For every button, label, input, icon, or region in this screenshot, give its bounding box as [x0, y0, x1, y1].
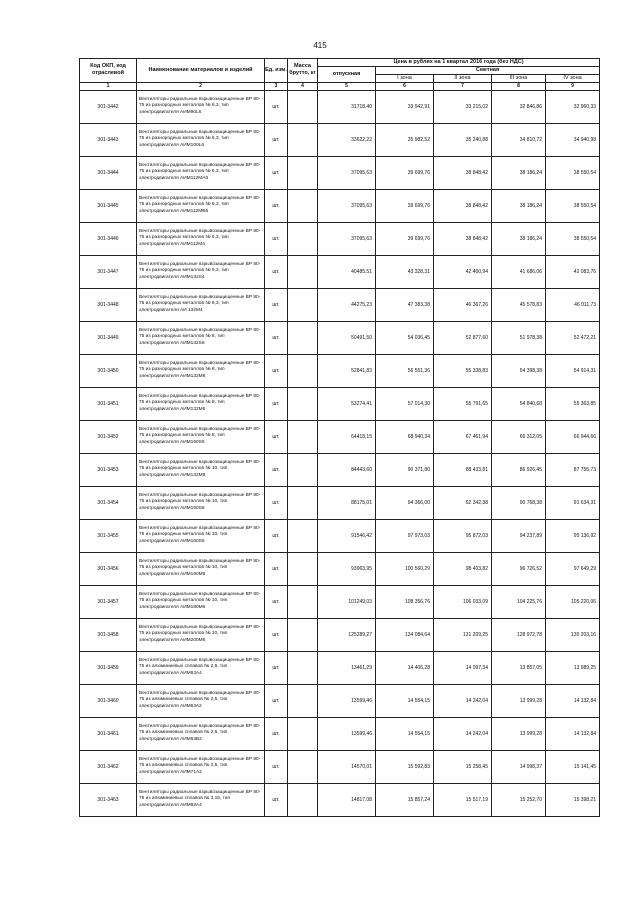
cell-zone-1-price: 100 560,29 [376, 552, 434, 585]
cell-zone-1-price: 15 592,83 [376, 750, 434, 783]
cell-zone-4-price: 32 960,33 [546, 90, 600, 123]
cell-zone-2-price: 67 461,94 [434, 420, 492, 453]
column-number: 7 [434, 82, 492, 90]
cell-zone-2-price: 46 367,26 [434, 288, 492, 321]
cell-zone-3-price: 38 186,24 [492, 189, 546, 222]
cell-name: Вентиляторы радиальные взрывозащищенные ВР 80-75 из разнородных металлов № 10, тип электродвигателя АИМ200М6 [137, 618, 265, 651]
cell-code: 301-3442 [80, 90, 137, 123]
cell-zone-4-price: 38 550,54 [546, 189, 600, 222]
header-selling: отпускная [318, 66, 376, 82]
cell-zone-2-price: 42 400,94 [434, 255, 492, 288]
cell-name: Вентиляторы радиальные взрывозащищенные ВР 80-75 из разнородных металлов № 6,3, тип электродвигателя АИМ132S4 [137, 255, 265, 288]
cell-zone-1-price: 14 406,28 [376, 651, 434, 684]
cell-zone-4-price: 87 755,73 [546, 453, 600, 486]
cell-code: 301-3462 [80, 750, 137, 783]
cell-zone-2-price: 14 242,04 [434, 717, 492, 750]
cell-unit: шт. [265, 189, 288, 222]
cell-mass [288, 222, 318, 255]
cell-zone-3-price: 15 252,70 [492, 783, 546, 816]
cell-mass [288, 783, 318, 816]
table-row [80, 750, 600, 783]
cell-unit: шт. [265, 288, 288, 321]
header-zone-3: III зона [492, 74, 546, 82]
column-number: 6 [376, 82, 434, 90]
cell-zone-2-price: 15 258,45 [434, 750, 492, 783]
cell-zone-1-price: 90 371,80 [376, 453, 434, 486]
cell-zone-1-price: 15 857,24 [376, 783, 434, 816]
cell-zone-2-price: 14 097,34 [434, 651, 492, 684]
table-row [80, 156, 600, 189]
cell-zone-3-price: 45 578,83 [492, 288, 546, 321]
cell-zone-3-price: 51 978,38 [492, 321, 546, 354]
cell-mass [288, 717, 318, 750]
cell-selling-price: 125289,27 [318, 618, 376, 651]
cell-selling-price: 31718,40 [318, 90, 376, 123]
table-row [80, 387, 600, 420]
table-row [80, 618, 600, 651]
cell-zone-2-price: 52 877,60 [434, 321, 492, 354]
header-code: Код ОКП, код отраслевой [80, 59, 137, 83]
cell-code: 301-3453 [80, 453, 137, 486]
cell-zone-3-price: 54 840,68 [492, 387, 546, 420]
cell-mass [288, 519, 318, 552]
cell-code: 301-3450 [80, 354, 137, 387]
table-row [80, 321, 600, 354]
cell-zone-2-price: 35 240,88 [434, 123, 492, 156]
cell-zone-1-price: 94 366,00 [376, 486, 434, 519]
cell-unit: шт. [265, 486, 288, 519]
table-row [80, 684, 600, 717]
cell-zone-4-price: 66 944,66 [546, 420, 600, 453]
cell-zone-4-price: 14 132,84 [546, 684, 600, 717]
cell-selling-price: 13599,46 [318, 717, 376, 750]
cell-zone-3-price: 54 398,38 [492, 354, 546, 387]
cell-unit: шт. [265, 387, 288, 420]
cell-zone-3-price: 13 857,05 [492, 651, 546, 684]
cell-zone-2-price: 106 033,09 [434, 585, 492, 618]
cell-selling-price: 13461,29 [318, 651, 376, 684]
cell-zone-4-price: 54 914,31 [546, 354, 600, 387]
cell-zone-4-price: 13 989,25 [546, 651, 600, 684]
cell-zone-2-price: 92 342,38 [434, 486, 492, 519]
cell-code: 301-3448 [80, 288, 137, 321]
cell-zone-1-price: 108 356,76 [376, 585, 434, 618]
cell-name: Вентиляторы радиальные взрывозащищенные ВР 80-75 из разнородных металлов № 10, тип электродвигателя АИМ160S8 [137, 486, 265, 519]
cell-zone-2-price: 33 215,02 [434, 90, 492, 123]
cell-zone-3-price: 104 225,76 [492, 585, 546, 618]
table-row [80, 519, 600, 552]
cell-zone-1-price: 39 699,76 [376, 222, 434, 255]
table-row [80, 222, 600, 255]
table-row [80, 123, 600, 156]
cell-mass [288, 354, 318, 387]
header-unit: Ед. изм. [265, 59, 288, 83]
cell-zone-3-price: 13 999,28 [492, 684, 546, 717]
cell-zone-4-price: 55 363,85 [546, 387, 600, 420]
page-number: 415 [313, 41, 327, 50]
cell-mass [288, 585, 318, 618]
cell-zone-3-price: 34 810,72 [492, 123, 546, 156]
cell-zone-2-price: 55 338,83 [434, 354, 492, 387]
cell-unit: шт. [265, 255, 288, 288]
cell-unit: шт. [265, 585, 288, 618]
cell-zone-4-price: 105 220,06 [546, 585, 600, 618]
cell-code: 301-3463 [80, 783, 137, 816]
cell-zone-3-price: 14 998,37 [492, 750, 546, 783]
cell-unit: шт. [265, 420, 288, 453]
cell-mass [288, 750, 318, 783]
table-row [80, 189, 600, 222]
cell-unit: шт. [265, 222, 288, 255]
cell-code: 301-3447 [80, 255, 137, 288]
cell-name: Вентиляторы радиальные взрывозащищенные ВР 80-75 из разнородных металлов № 8, тип электродвигателя АИМ132S8 [137, 321, 265, 354]
cell-selling-price: 91546,42 [318, 519, 376, 552]
cell-unit: шт. [265, 519, 288, 552]
cell-unit: шт. [265, 651, 288, 684]
cell-code: 301-3452 [80, 420, 137, 453]
cell-zone-4-price: 97 649,29 [546, 552, 600, 585]
cell-mass [288, 321, 318, 354]
cell-zone-4-price: 34 940,98 [546, 123, 600, 156]
cell-mass [288, 288, 318, 321]
cell-code: 301-3446 [80, 222, 137, 255]
cell-code: 301-3443 [80, 123, 137, 156]
cell-name: Вентиляторы радиальные взрывозащищенные ВР 80-75 из разнородных металлов № 10, тип электродвигателя АИМ132М8 [137, 453, 265, 486]
cell-code: 301-3445 [80, 189, 137, 222]
cell-zone-4-price: 15 141,45 [546, 750, 600, 783]
cell-unit: шт. [265, 156, 288, 189]
cell-zone-4-price: 15 398,21 [546, 783, 600, 816]
header-estimate: Сметная [376, 66, 600, 74]
cell-mass [288, 651, 318, 684]
cell-mass [288, 255, 318, 288]
cell-zone-3-price: 90 768,38 [492, 486, 546, 519]
table-row [80, 717, 600, 750]
cell-name: Вентиляторы радиальные взрывозащищенные ВР 80-75 из алюминиевых сплавов № 3,15, тип электродвигателя АИМ63А4 [137, 783, 265, 816]
cell-selling-price: 52841,83 [318, 354, 376, 387]
cell-zone-3-price: 32 846,86 [492, 90, 546, 123]
cell-name: Вентиляторы радиальные взрывозащищенные ВР 80-75 из разнородных металлов № 8, тип электродвигателя АИМ132М6 [137, 387, 265, 420]
cell-selling-price: 88175,01 [318, 486, 376, 519]
cell-zone-3-price: 41 686,06 [492, 255, 546, 288]
table-row [80, 552, 600, 585]
cell-unit: шт. [265, 717, 288, 750]
cell-code: 301-3461 [80, 717, 137, 750]
cell-zone-2-price: 14 242,04 [434, 684, 492, 717]
column-number: 4 [288, 82, 318, 90]
cell-mass [288, 618, 318, 651]
cell-zone-3-price: 94 237,89 [492, 519, 546, 552]
cell-unit: шт. [265, 552, 288, 585]
table-header [80, 59, 600, 91]
cell-zone-2-price: 38 848,42 [434, 189, 492, 222]
cell-code: 301-3444 [80, 156, 137, 189]
cell-selling-price: 50491,50 [318, 321, 376, 354]
table-row [80, 354, 600, 387]
cell-zone-4-price: 91 634,31 [546, 486, 600, 519]
cell-zone-1-price: 35 982,52 [376, 123, 434, 156]
cell-zone-4-price: 130 203,16 [546, 618, 600, 651]
cell-unit: шт. [265, 123, 288, 156]
cell-selling-price: 14817,08 [318, 783, 376, 816]
cell-zone-4-price: 38 550,54 [546, 222, 600, 255]
cell-selling-price: 33622,22 [318, 123, 376, 156]
cell-zone-1-price: 56 551,36 [376, 354, 434, 387]
cell-zone-1-price: 39 699,76 [376, 156, 434, 189]
cell-mass [288, 486, 318, 519]
cell-code: 301-3460 [80, 684, 137, 717]
column-number: 3 [265, 82, 288, 90]
cell-name: Вентиляторы радиальные взрывозащищенные ВР 80-75 из алюминиевых сплавов № 2,5, тип электродвигателя АИМ63А4 [137, 651, 265, 684]
column-number: 2 [137, 82, 265, 90]
column-number: 5 [318, 82, 376, 90]
cell-name: Вентиляторы радиальные взрывозащищенные ВР 80-75 из разнородных металлов № 8, тип электродвигателя АИМ160S6 [137, 420, 265, 453]
cell-mass [288, 387, 318, 420]
cell-zone-3-price: 86 926,45 [492, 453, 546, 486]
cell-zone-3-price: 96 726,52 [492, 552, 546, 585]
cell-selling-price: 84443,60 [318, 453, 376, 486]
cell-zone-4-price: 52 472,21 [546, 321, 600, 354]
cell-unit: шт. [265, 618, 288, 651]
cell-zone-1-price: 43 328,31 [376, 255, 434, 288]
cell-zone-4-price: 38 550,54 [546, 156, 600, 189]
cell-name: Вентиляторы радиальные взрывозащищенные ВР 80-75 из разнородных металлов № 10, тип электродвигателя АИМ160S6 [137, 519, 265, 552]
cell-zone-2-price: 88 433,81 [434, 453, 492, 486]
cell-zone-1-price: 14 554,15 [376, 717, 434, 750]
header-zone-4: IV зона [546, 74, 600, 82]
cell-selling-price: 13599,46 [318, 684, 376, 717]
price-table [79, 58, 600, 817]
cell-code: 301-3451 [80, 387, 137, 420]
cell-unit: шт. [265, 321, 288, 354]
cell-zone-3-price: 66 312,05 [492, 420, 546, 453]
cell-name: Вентиляторы радиальные взрывозащищенные ВР 80-75 из разнородных металлов № 6,3, тип электродвигателя АИМ112М4 [137, 222, 265, 255]
cell-selling-price: 101249,03 [318, 585, 376, 618]
cell-zone-3-price: 128 972,78 [492, 618, 546, 651]
cell-name: Вентиляторы радиальные взрывозащищенные ВР 80-75 из разнородных металлов № 6,3, тип электродвигателя АИ 132М4 [137, 288, 265, 321]
cell-mass [288, 189, 318, 222]
cell-zone-1-price: 33 942,91 [376, 90, 434, 123]
cell-unit: шт. [265, 453, 288, 486]
cell-code: 301-3456 [80, 552, 137, 585]
cell-mass [288, 684, 318, 717]
cell-zone-4-price: 14 132,84 [546, 717, 600, 750]
cell-name: Вентиляторы радиальные взрывозащищенные ВР 80-75 из разнородных металлов № 10, тип электродвигателя АИМ160М6 [137, 552, 265, 585]
cell-selling-price: 44275,23 [318, 288, 376, 321]
cell-name: Вентиляторы радиальные взрывозащищенные ВР 80-75 из разнородных металлов № 6,3, тип электродвигателя АИМ100L6 [137, 123, 265, 156]
column-number: 8 [492, 82, 546, 90]
header-zone-2: II зона [434, 74, 492, 82]
cell-zone-3-price: 38 186,24 [492, 156, 546, 189]
cell-zone-3-price: 38 186,24 [492, 222, 546, 255]
cell-zone-4-price: 46 011,73 [546, 288, 600, 321]
cell-name: Вентиляторы радиальные взрывозащищенные ВР 80-75 из разнородных металлов № 8, тип электродвигателя АИМ132М8 [137, 354, 265, 387]
cell-mass [288, 420, 318, 453]
cell-zone-1-price: 57 014,30 [376, 387, 434, 420]
cell-zone-2-price: 95 872,03 [434, 519, 492, 552]
table-row [80, 453, 600, 486]
cell-selling-price: 14570,01 [318, 750, 376, 783]
cell-selling-price: 37095,63 [318, 189, 376, 222]
header-mass: Масса брутто, кг [288, 59, 318, 83]
cell-name: Вентиляторы радиальные взрывозащищенные ВР 80-75 из разнородных металлов № 10, тип электродвигателя АИМ180М6 [137, 585, 265, 618]
table-row [80, 585, 600, 618]
cell-code: 301-3455 [80, 519, 137, 552]
cell-zone-1-price: 68 940,34 [376, 420, 434, 453]
cell-code: 301-3457 [80, 585, 137, 618]
cell-code: 301-3459 [80, 651, 137, 684]
cell-name: Вентиляторы радиальные взрывозащищенные ВР 80-75 из разнородных металлов № 6,3, тип электродвигателя АИМ112МА6 [137, 156, 265, 189]
table-row [80, 651, 600, 684]
cell-code: 301-3454 [80, 486, 137, 519]
cell-mass [288, 156, 318, 189]
cell-zone-3-price: 13 999,28 [492, 717, 546, 750]
cell-mass [288, 552, 318, 585]
cell-zone-4-price: 42 083,76 [546, 255, 600, 288]
table-row [80, 420, 600, 453]
table-body [80, 90, 600, 816]
column-number: 1 [80, 82, 137, 90]
cell-zone-1-price: 134 084,64 [376, 618, 434, 651]
cell-selling-price: 53274,41 [318, 387, 376, 420]
cell-unit: шт. [265, 783, 288, 816]
cell-mass [288, 123, 318, 156]
cell-zone-1-price: 54 036,45 [376, 321, 434, 354]
cell-zone-1-price: 97 973,03 [376, 519, 434, 552]
cell-name: Вентиляторы радиальные взрывозащищенные ВР 80-75 из разнородных металлов № 6,3, тип электродвигателя АИМ90L6 [137, 90, 265, 123]
column-number-row [80, 82, 600, 90]
table-row [80, 783, 600, 816]
column-number: 9 [546, 82, 600, 90]
table-row [80, 486, 600, 519]
cell-code: 301-3458 [80, 618, 137, 651]
cell-zone-1-price: 39 699,76 [376, 189, 434, 222]
cell-zone-1-price: 47 383,38 [376, 288, 434, 321]
cell-selling-price: 64418,15 [318, 420, 376, 453]
cell-code: 301-3449 [80, 321, 137, 354]
cell-unit: шт. [265, 90, 288, 123]
cell-mass [288, 453, 318, 486]
cell-unit: шт. [265, 750, 288, 783]
cell-zone-2-price: 38 848,42 [434, 222, 492, 255]
cell-unit: шт. [265, 354, 288, 387]
cell-zone-2-price: 131 209,25 [434, 618, 492, 651]
cell-zone-2-price: 55 791,65 [434, 387, 492, 420]
table-row [80, 255, 600, 288]
header-price-group: Цена в рублях на 1 квартал 2016 года (без НДС) [318, 59, 600, 67]
table-row [80, 288, 600, 321]
cell-zone-4-price: 95 136,92 [546, 519, 600, 552]
cell-name: Вентиляторы радиальные взрывозащищенные ВР 80-75 из разнородных металлов № 6,3, тип электродвигателя АИМ112МВ6 [137, 189, 265, 222]
header-name: Наименование материалов и изделий [137, 59, 265, 83]
cell-name: Вентиляторы радиальные взрывозащищенные ВР 80-75 из алюминиевых сплавов № 2,5, тип электродвигателя АИМ71А2 [137, 750, 265, 783]
cell-selling-price: 37095,63 [318, 222, 376, 255]
header-zone-1: I зона [376, 74, 434, 82]
table-row [80, 90, 600, 123]
cell-mass [288, 90, 318, 123]
cell-selling-price: 40485,51 [318, 255, 376, 288]
cell-zone-2-price: 38 848,42 [434, 156, 492, 189]
cell-selling-price: 37095,63 [318, 156, 376, 189]
cell-zone-2-price: 15 517,19 [434, 783, 492, 816]
cell-name: Вентиляторы радиальные взрывозащищенные ВР 80-75 из алюминиевых сплавов № 2,5, тип электродвигателя АИМ63А2 [137, 684, 265, 717]
cell-unit: шт. [265, 684, 288, 717]
cell-zone-2-price: 98 403,82 [434, 552, 492, 585]
cell-zone-1-price: 14 554,15 [376, 684, 434, 717]
cell-name: Вентиляторы радиальные взрывозащищенные ВР 80-75 из алюминиевых сплавов № 2,5, тип электродвигателя АИМ63В2 [137, 717, 265, 750]
cell-selling-price: 93963,95 [318, 552, 376, 585]
